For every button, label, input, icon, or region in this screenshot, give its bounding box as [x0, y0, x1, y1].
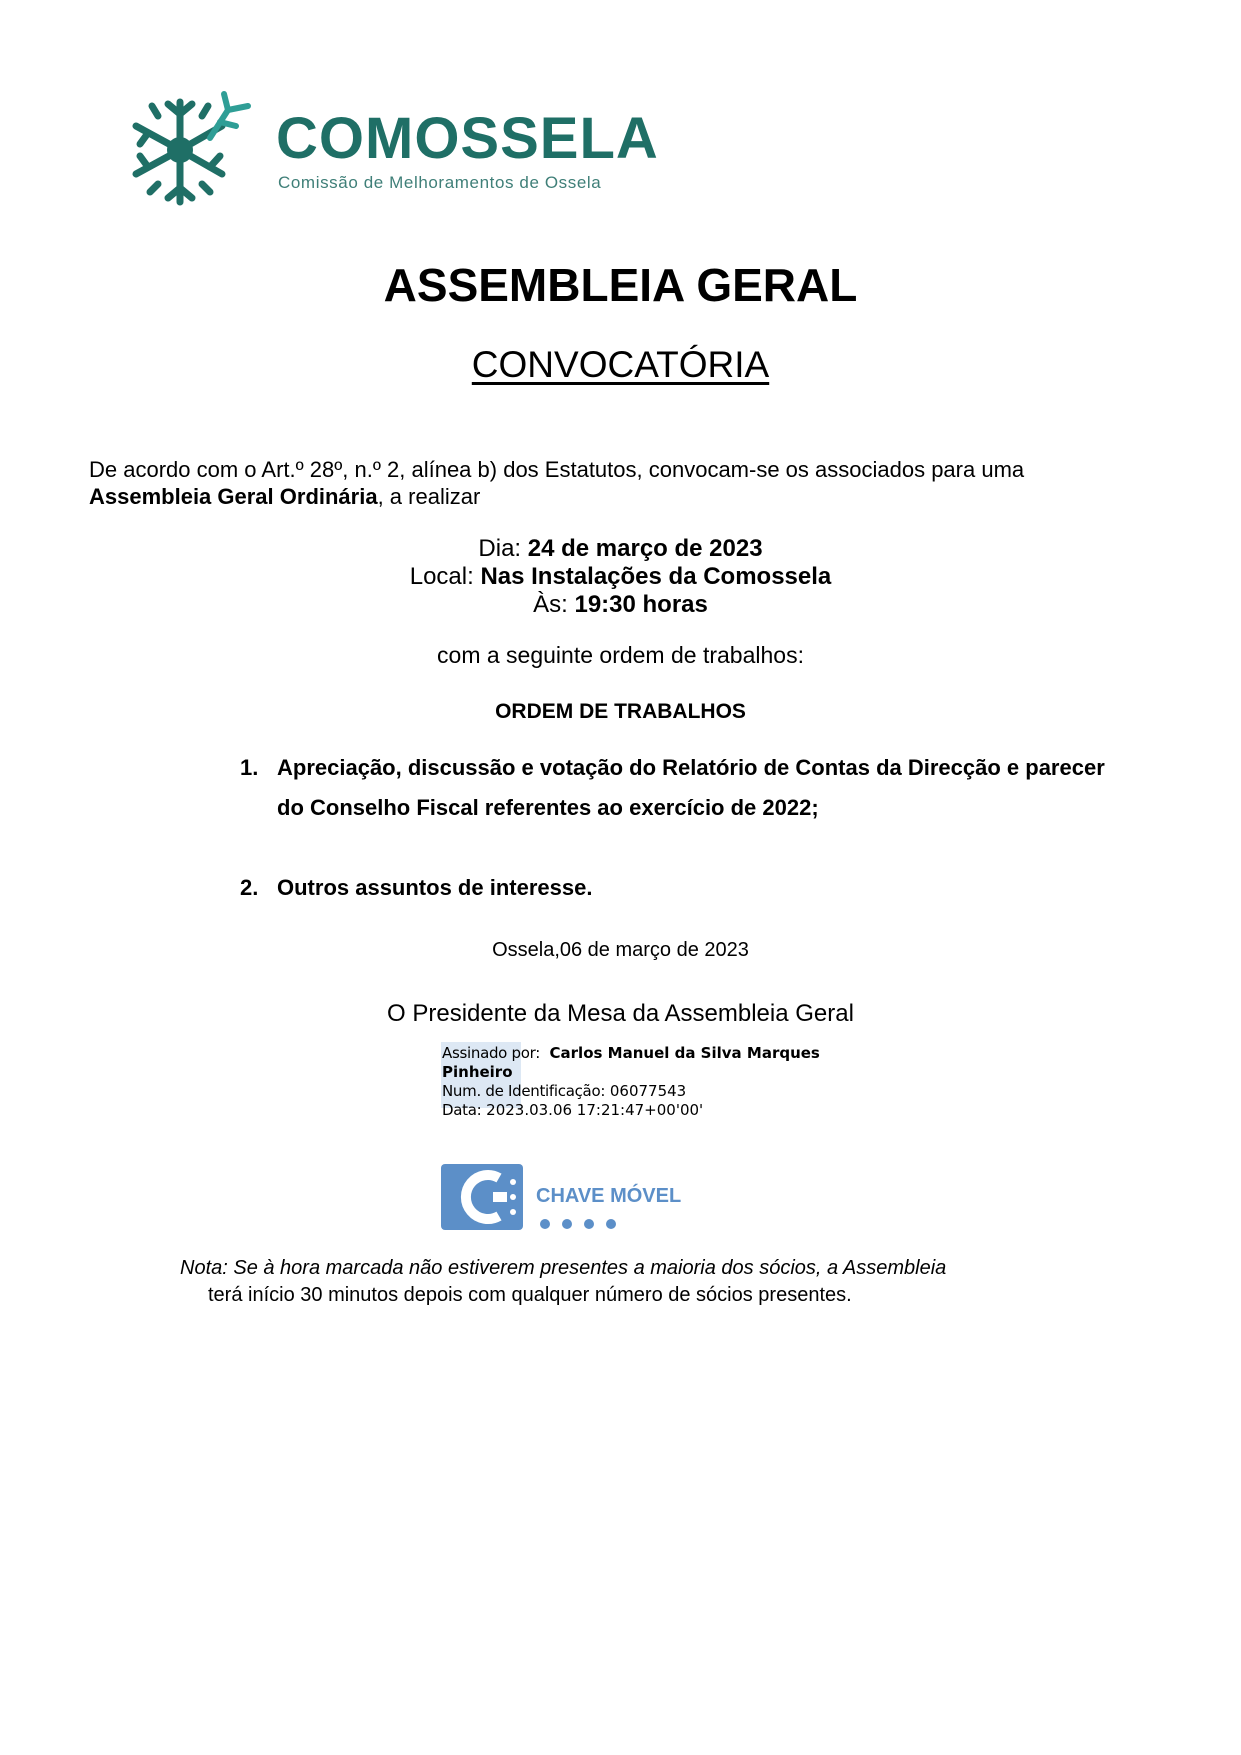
intro-paragraph	[89, 456, 1159, 510]
meeting-time-value: 19:30 horas	[574, 591, 708, 618]
meeting-local-label: Local:	[409, 563, 474, 590]
document-title: ASSEMBLEIA GERAL	[383, 259, 858, 311]
chave-movel-dots	[539, 1218, 629, 1230]
intro-rest: , a realizar	[377, 484, 481, 509]
agenda-item	[240, 868, 1160, 908]
org-name: COMOSSELA	[276, 106, 659, 171]
comossela-logo	[128, 88, 659, 210]
footnote-line: terá início 30 minutos depois com qualquer número de sócios presentes.	[208, 1284, 852, 1306]
meeting-time	[0, 591, 1241, 619]
agenda-item-line: Apreciação, discussão e votação do Relatório de Contas da Direcção e parecer	[277, 755, 1105, 780]
chave-movel-label: CHAVE MÓVEL	[536, 1185, 682, 1207]
footnote-line: Nota: Se à hora marcada não estiverem presentes a maioria dos sócios, a Assembleia	[180, 1257, 947, 1279]
agenda-item-number: 1.	[240, 755, 259, 780]
meeting-day-label: Dia:	[478, 535, 522, 562]
signer-role: O Presidente da Mesa da Assembleia Geral	[387, 1000, 854, 1027]
signature-name-line1: Carlos Manuel da Silva Marques	[549, 1044, 820, 1062]
org-tagline: Comissão de Melhoramentos de Ossela	[278, 173, 602, 192]
digital-signature	[442, 1044, 842, 1120]
signature-date-label: Data:	[442, 1101, 482, 1119]
meeting-time-label: Às:	[533, 591, 568, 618]
document-subtitle: CONVOCATÓRIA	[471, 344, 770, 385]
signature-date-value: 2023.03.06 17:21:47+00'00'	[486, 1101, 704, 1119]
agenda-intro: com a seguinte ordem de trabalhos:	[437, 642, 804, 668]
chave-movel-logo-icon	[441, 1164, 523, 1230]
signature-id-label: Num. de Identificação:	[442, 1082, 606, 1100]
signature-id-value: 06077543	[609, 1082, 687, 1100]
meeting-day-value: 24 de março de 2023	[527, 535, 763, 562]
agenda-item-line: do Conselho Fiscal referentes ao exercício de 2022;	[277, 795, 819, 820]
agenda-item-text	[277, 748, 1157, 828]
agenda-item	[240, 748, 1160, 828]
agenda-heading: ORDEM DE TRABALHOS	[495, 700, 746, 723]
meeting-local-value: Nas Instalações da Comossela	[480, 563, 832, 590]
snowflake-tree-icon	[128, 88, 254, 210]
signature-name-line2: Pinheiro	[442, 1063, 513, 1081]
place-date: Ossela,06 de março de 2023	[492, 939, 749, 961]
meeting-local	[0, 563, 1241, 591]
chave-movel-logo	[441, 1164, 681, 1234]
meeting-day	[0, 535, 1241, 563]
footnote	[180, 1255, 1060, 1309]
signature-signed-by-label: Assinado por:	[442, 1044, 540, 1062]
intro-line: De acordo com o Art.º 28º, n.º 2, alínea b) dos Estatutos, convocam-se os associados para uma	[89, 457, 1025, 482]
agenda-item-text: Outros assuntos de interesse.	[277, 875, 593, 900]
agenda-item-number: 2.	[240, 875, 259, 900]
intro-bold: Assembleia Geral Ordinária	[89, 484, 378, 509]
